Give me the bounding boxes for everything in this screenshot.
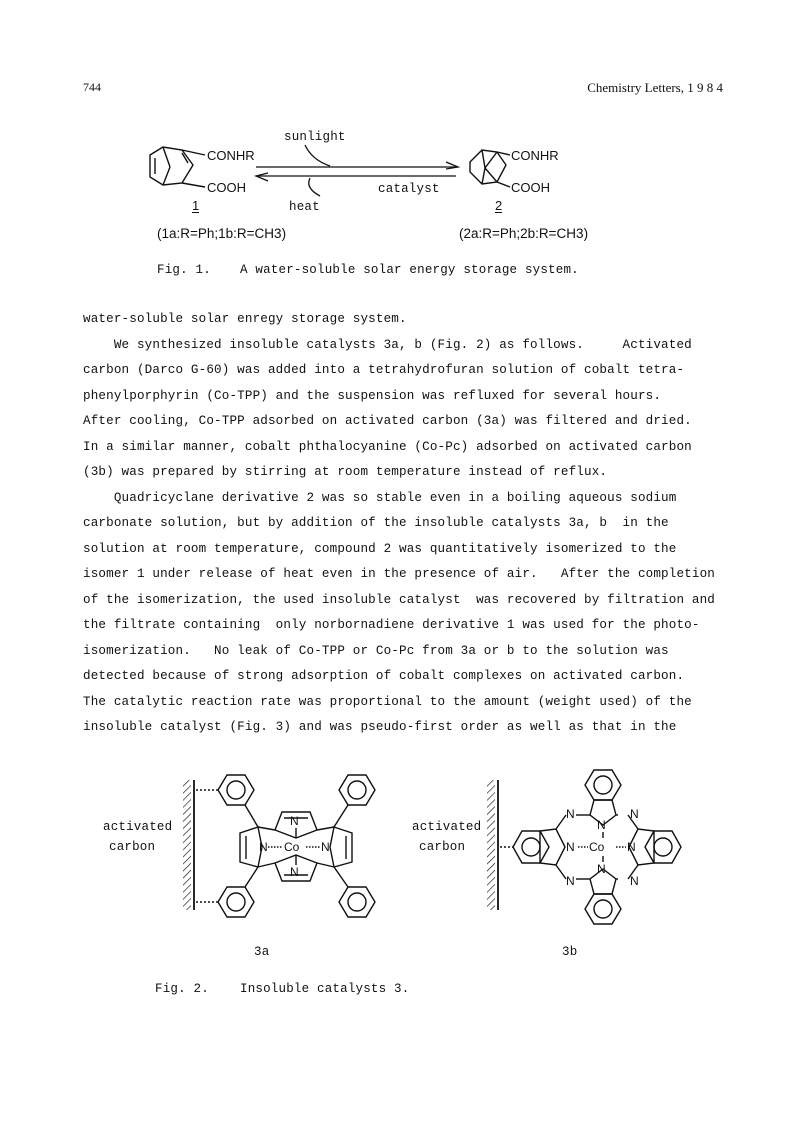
pc-n-left: N bbox=[566, 840, 575, 854]
substituents-right: (2a:R=Ph;2b:R=CH3) bbox=[459, 226, 589, 241]
body-line: solution at room temperature, compound 2 was quantitatively isomerized to the bbox=[83, 542, 677, 556]
body-line: We synthesized insoluble catalysts 3a, b (Fig. 2) as follows. Activated bbox=[83, 338, 692, 352]
left-conhr: CONHR bbox=[207, 148, 255, 163]
body-line: the filtrate containing only norbornadiene derivative 1 was used for the photo- bbox=[83, 618, 700, 632]
pc-aza-n3: N bbox=[566, 874, 575, 888]
support-label-b-line1: activated bbox=[412, 820, 482, 834]
carbon-support-a bbox=[183, 780, 194, 910]
fig1-caption-text: A water-soluble solar energy storage system. bbox=[240, 263, 579, 277]
carbon-support-b bbox=[487, 780, 498, 910]
body-line: detected because of strong adsorption of cobalt complexes on activated carbon. bbox=[83, 669, 685, 683]
pc-aza-n2: N bbox=[630, 807, 639, 821]
body-line: Quadricyclane derivative 2 was so stable even in a boiling aqueous sodium bbox=[83, 491, 677, 505]
tpp-n-top: N bbox=[290, 814, 299, 828]
right-cooh: COOH bbox=[511, 180, 550, 195]
tpp-n-left: N bbox=[259, 840, 268, 854]
page-number: 744 bbox=[83, 80, 101, 94]
pc-n-bottom: N bbox=[597, 862, 606, 876]
body-line: The catalytic reaction rate was proportional to the amount (weight used) of the bbox=[83, 695, 692, 709]
body-line: of the isomerization, the used insoluble catalyst was recovered by filtration and bbox=[83, 593, 716, 607]
body-line: carbon (Darco G-60) was added into a tetrahydrofuran solution of cobalt tetra- bbox=[83, 363, 685, 377]
pc-co: Co bbox=[589, 840, 605, 854]
heat-label: heat bbox=[289, 200, 320, 214]
compound-2-label: 2 bbox=[495, 198, 503, 213]
support-label-a-line2: carbon bbox=[109, 840, 156, 854]
pc-aza-n4: N bbox=[630, 874, 639, 888]
fig2-caption-label: Fig. 2. bbox=[155, 982, 209, 996]
pc-n-right: N bbox=[627, 840, 636, 854]
body-line: (3b) was prepared by stirring at room temperature instead of reflux. bbox=[83, 465, 608, 479]
label-3b: 3b bbox=[562, 945, 578, 959]
substituents-left: (1a:R=Ph;1b:R=CH3) bbox=[157, 226, 287, 241]
body-line: carbonate solution, but by addition of the insoluble catalysts 3a, b in the bbox=[83, 516, 669, 530]
right-conhr: CONHR bbox=[511, 148, 559, 163]
label-3a: 3a bbox=[254, 945, 270, 959]
sunlight-label: sunlight bbox=[284, 130, 346, 144]
support-label-b-line2: carbon bbox=[419, 840, 466, 854]
body-line: isomerization. No leak of Co-TPP or Co-Pc from 3a or b to the solution was bbox=[83, 644, 669, 658]
tpp-co: Co bbox=[284, 840, 300, 854]
body-line: After cooling, Co-TPP adsorbed on activated carbon (3a) was filtered and dried. bbox=[83, 414, 692, 428]
compound-1-label: 1 bbox=[192, 198, 200, 213]
journal-title: Chemistry Letters, 1 9 8 4 bbox=[587, 80, 723, 95]
body-line: insoluble catalyst (Fig. 3) and was pseudo-first order as well as that in the bbox=[83, 720, 677, 734]
left-cooh: COOH bbox=[207, 180, 246, 195]
catalyst-label: catalyst bbox=[378, 182, 440, 196]
pc-aza-n1: N bbox=[566, 807, 575, 821]
fig1-caption-label: Fig. 1. bbox=[157, 263, 211, 277]
body-line: In a similar manner, cobalt phthalocyanine (Co-Pc) adsorbed on activated carbon bbox=[83, 440, 692, 454]
body-line: water-soluble solar enregy storage system. bbox=[83, 312, 407, 326]
pc-n-top: N bbox=[597, 818, 606, 832]
tpp-n-bottom: N bbox=[290, 865, 299, 879]
fig2-caption-text: Insoluble catalysts 3. bbox=[240, 982, 410, 996]
body-line: isomer 1 under release of heat even in the presence of air. After the completion bbox=[83, 567, 716, 581]
support-label-a-line1: activated bbox=[103, 820, 173, 834]
tpp-n-right: N bbox=[321, 840, 330, 854]
body-line: phenylporphyrin (Co-TPP) and the suspension was refluxed for several hours. bbox=[83, 389, 662, 403]
